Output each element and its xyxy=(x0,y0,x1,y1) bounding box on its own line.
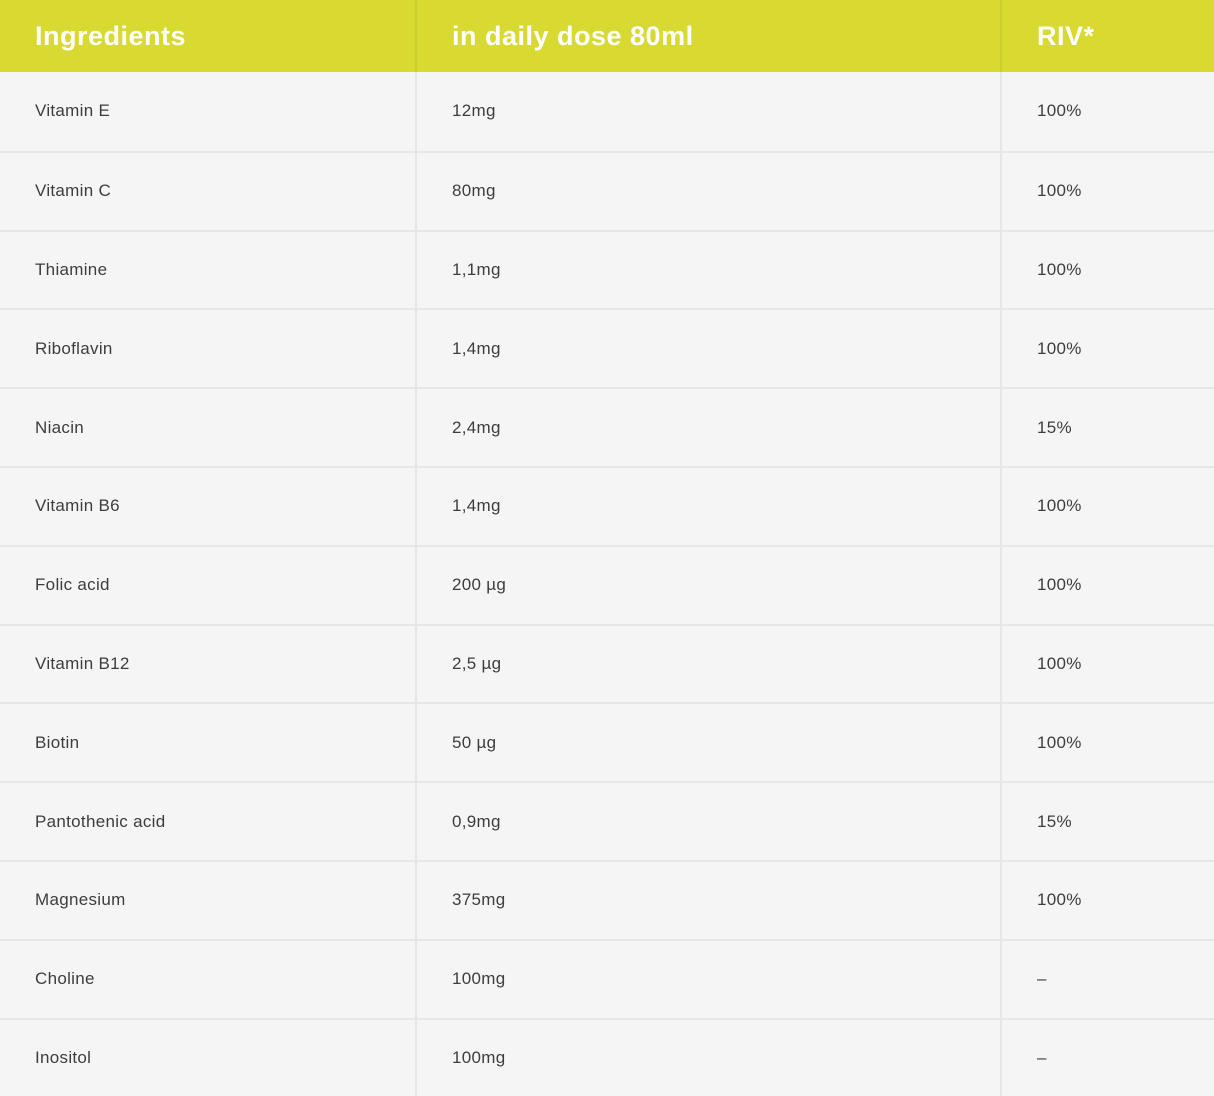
table-row xyxy=(0,387,1214,466)
ingredient-amount: 100mg xyxy=(415,941,1000,1018)
ingredient-name: Pantothenic acid xyxy=(35,811,166,831)
table-row xyxy=(0,781,1214,860)
table-row xyxy=(0,230,1214,309)
ingredient-riv: 100% xyxy=(1000,232,1214,309)
column-header-daily-dose: in daily dose 80ml xyxy=(415,0,1000,72)
table-row xyxy=(0,860,1214,939)
ingredient-amount: 375mg xyxy=(415,862,1000,939)
table-row xyxy=(0,624,1214,703)
table-row xyxy=(0,545,1214,624)
ingredient-amount: 80mg xyxy=(415,153,1000,230)
table-row xyxy=(0,702,1214,781)
table-row xyxy=(0,308,1214,387)
column-header-ingredients: Ingredients xyxy=(35,20,187,51)
table-row xyxy=(0,72,1214,151)
ingredient-amount: 200 µg xyxy=(415,547,1000,624)
ingredient-riv: 100% xyxy=(1000,468,1214,545)
ingredient-amount: 2,4mg xyxy=(415,389,1000,466)
ingredient-riv: 100% xyxy=(1000,153,1214,230)
ingredient-name: Vitamin B12 xyxy=(35,653,130,673)
table-row xyxy=(0,939,1214,1018)
table-row xyxy=(0,1018,1214,1096)
ingredient-amount: 50 µg xyxy=(415,704,1000,781)
ingredient-amount: 100mg xyxy=(415,1020,1000,1096)
ingredient-amount: 1,4mg xyxy=(415,310,1000,387)
ingredient-name: Choline xyxy=(35,969,95,989)
ingredient-riv: 100% xyxy=(1000,72,1214,151)
ingredient-name: Folic acid xyxy=(35,575,110,595)
ingredient-riv: – xyxy=(1000,941,1214,1018)
ingredient-riv: 100% xyxy=(1000,862,1214,939)
ingredient-riv: 100% xyxy=(1000,547,1214,624)
ingredient-amount: 1,4mg xyxy=(415,468,1000,545)
ingredient-name: Vitamin C xyxy=(35,181,112,201)
ingredient-name: Inositol xyxy=(35,1047,92,1067)
ingredient-name: Biotin xyxy=(35,732,80,752)
ingredient-name: Riboflavin xyxy=(35,338,113,358)
ingredient-amount: 0,9mg xyxy=(415,783,1000,860)
ingredient-riv: 100% xyxy=(1000,704,1214,781)
ingredient-riv: 100% xyxy=(1000,626,1214,703)
column-header-riv: RIV* xyxy=(1000,0,1214,72)
ingredient-riv: 100% xyxy=(1000,310,1214,387)
ingredient-name: Niacin xyxy=(35,417,85,437)
table-row xyxy=(0,466,1214,545)
ingredient-amount: 12mg xyxy=(415,72,1000,151)
ingredient-riv: – xyxy=(1000,1020,1214,1096)
ingredient-riv: 15% xyxy=(1000,783,1214,860)
ingredient-name: Thiamine xyxy=(35,259,108,279)
ingredient-amount: 1,1mg xyxy=(415,232,1000,309)
ingredient-name: Magnesium xyxy=(35,890,126,910)
table-row xyxy=(0,151,1214,230)
ingredient-name: Vitamin E xyxy=(35,101,111,121)
ingredient-amount: 2,5 µg xyxy=(415,626,1000,703)
table-header-row xyxy=(0,0,1214,72)
table-body xyxy=(0,72,1214,1096)
ingredient-name: Vitamin B6 xyxy=(35,496,120,516)
ingredient-riv: 15% xyxy=(1000,389,1214,466)
